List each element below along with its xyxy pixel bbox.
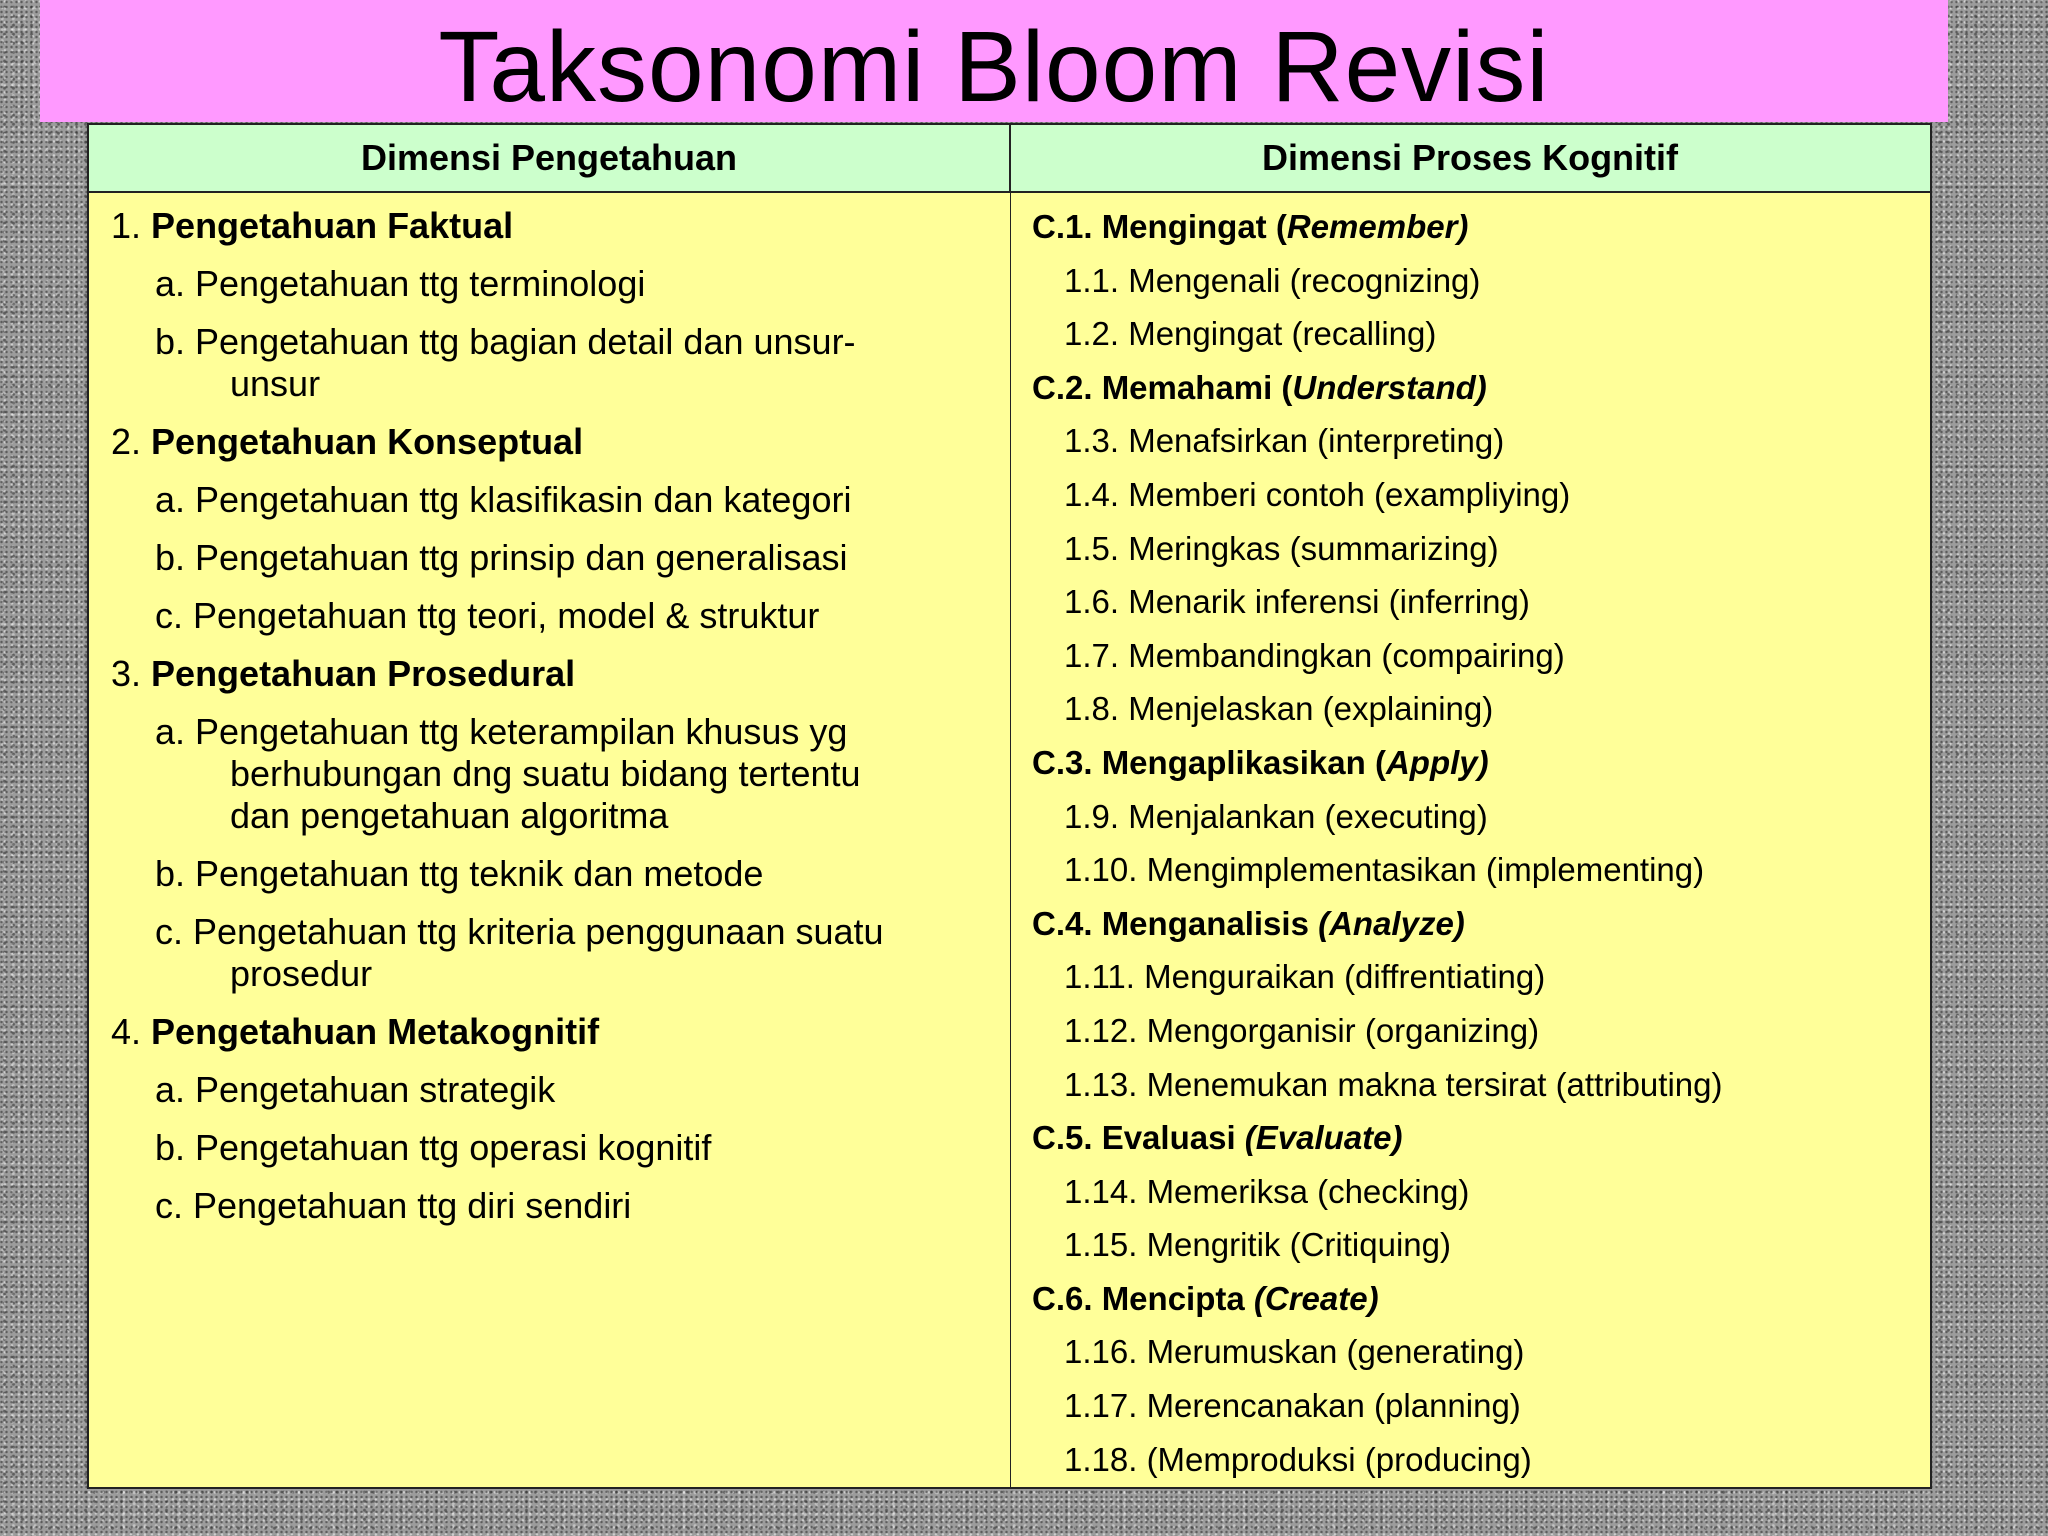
- item-text: b. Pengetahuan ttg bagian detail dan unsur-: [155, 321, 856, 362]
- item-text-continued: unsur: [230, 363, 321, 404]
- knowledge-category: [111, 1011, 991, 1053]
- category-code: C.2. Memahami (: [1032, 368, 1293, 406]
- category-english: Understand): [1292, 368, 1487, 406]
- header-knowledge-dimension: Dimensi Pengetahuan: [89, 125, 1010, 191]
- cognitive-item: 1.3. Menafsirkan (interpreting): [1064, 422, 1505, 460]
- cognitive-category: [1032, 741, 1922, 785]
- item-text: b. Pengetahuan ttg teknik dan metode: [155, 853, 764, 894]
- category-code: C.1. Mengingat (: [1032, 208, 1287, 245]
- knowledge-category: [111, 421, 991, 463]
- category-name: Pengetahuan Prosedural: [151, 653, 576, 694]
- cognitive-item: 1.10. Mengimplementasikan (implementing): [1064, 851, 1705, 889]
- cognitive-item: 1.4. Memberi contoh (exampliying): [1064, 475, 1571, 513]
- cognitive-item: 1.13. Menemukan makna tersirat (attributing): [1064, 1065, 1723, 1103]
- item-text: a. Pengetahuan ttg terminologi: [155, 263, 646, 304]
- item-text-continued: berhubungan dng suatu bidang tertentu: [230, 753, 861, 794]
- knowledge-item: [111, 711, 991, 837]
- cognitive-category: [1032, 1116, 1922, 1160]
- category-code: C.6. Mencipta: [1032, 1279, 1254, 1317]
- cognitive-item: 1.1. Mengenali (recognizing): [1064, 261, 1481, 299]
- category-code: C.5. Evaluasi: [1032, 1119, 1245, 1157]
- category-name: Pengetahuan Konseptual: [151, 421, 584, 462]
- category-number: 1.: [111, 205, 152, 246]
- knowledge-item: [111, 1069, 991, 1111]
- cognitive-item: 1.17. Merencanakan (planning): [1064, 1387, 1521, 1425]
- item-text: a. Pengetahuan strategik: [155, 1069, 556, 1110]
- category-code: C.3. Mengaplikasikan (: [1032, 743, 1386, 781]
- cognitive-item: 1.9. Menjalankan (executing): [1064, 797, 1488, 835]
- category-english: (Evaluate): [1244, 1119, 1403, 1157]
- cognitive-column: [1032, 205, 1922, 1491]
- knowledge-item: [111, 853, 991, 895]
- knowledge-item: [111, 911, 991, 995]
- cognitive-category: [1032, 366, 1922, 410]
- column-divider: [1010, 125, 1011, 1487]
- knowledge-item: [111, 479, 991, 521]
- item-text: b. Pengetahuan ttg operasi kognitif: [155, 1127, 712, 1168]
- cognitive-item: 1.18. (Memproduksi (producing): [1064, 1440, 1532, 1478]
- cognitive-item: 1.8. Menjelaskan (explaining): [1064, 690, 1494, 728]
- header-cognitive-dimension: Dimensi Proses Kognitif: [1261, 137, 1679, 178]
- item-text: b. Pengetahuan ttg prinsip dan generalisasi: [155, 537, 848, 578]
- cognitive-category: [1032, 1277, 1922, 1321]
- title-bar: [40, 0, 1948, 122]
- knowledge-category: [111, 653, 991, 695]
- category-number: 2.: [111, 421, 152, 462]
- cognitive-item: 1.5. Meringkas (summarizing): [1064, 529, 1499, 567]
- knowledge-item: [111, 1127, 991, 1169]
- knowledge-category: [111, 205, 991, 247]
- knowledge-item: [111, 537, 991, 579]
- item-text-continued: dan pengetahuan algoritma: [230, 795, 669, 836]
- knowledge-item: [111, 321, 991, 405]
- category-english: Remember): [1286, 208, 1469, 245]
- item-text: a. Pengetahuan ttg keterampilan khusus yg: [155, 711, 848, 752]
- cognitive-category: [1032, 902, 1922, 946]
- cognitive-item: 1.11. Menguraikan (diffrentiating): [1064, 958, 1546, 996]
- knowledge-item: [111, 1185, 991, 1227]
- category-english: (Analyze): [1318, 904, 1465, 942]
- category-name: Pengetahuan Metakognitif: [151, 1011, 600, 1052]
- category-number: 3.: [111, 653, 152, 694]
- category-number: 4.: [111, 1011, 152, 1052]
- taxonomy-table: [87, 123, 1932, 1489]
- knowledge-column: [111, 205, 991, 1243]
- item-text-continued: prosedur: [230, 953, 373, 994]
- category-code: C.4. Menganalisis: [1032, 904, 1319, 942]
- item-text: c. Pengetahuan ttg diri sendiri: [155, 1185, 632, 1226]
- cognitive-category: [1032, 205, 1922, 249]
- cognitive-item: 1.7. Membandingkan (compairing): [1064, 636, 1565, 674]
- cognitive-item: 1.16. Merumuskan (generating): [1064, 1333, 1525, 1371]
- cognitive-item: 1.12. Mengorganisir (organizing): [1064, 1011, 1540, 1049]
- cognitive-item: 1.6. Menarik inferensi (inferring): [1064, 583, 1530, 621]
- category-english: (Create): [1253, 1279, 1379, 1317]
- category-english: Apply): [1385, 743, 1489, 781]
- item-text: c. Pengetahuan ttg teori, model & struktur: [155, 595, 820, 636]
- cognitive-item: 1.15. Mengritik (Critiquing): [1064, 1226, 1451, 1264]
- cognitive-item: 1.2. Mengingat (recalling): [1064, 315, 1437, 353]
- category-name: Pengetahuan Faktual: [151, 205, 514, 246]
- knowledge-item: [111, 263, 991, 305]
- slide-title: Taksonomi Bloom Revisi: [438, 11, 1550, 123]
- knowledge-item: [111, 595, 991, 637]
- item-text: c. Pengetahuan ttg kriteria penggunaan suatu: [155, 911, 884, 952]
- cognitive-item: 1.14. Memeriksa (checking): [1064, 1172, 1470, 1210]
- item-text: a. Pengetahuan ttg klasifikasin dan kategori: [155, 479, 852, 520]
